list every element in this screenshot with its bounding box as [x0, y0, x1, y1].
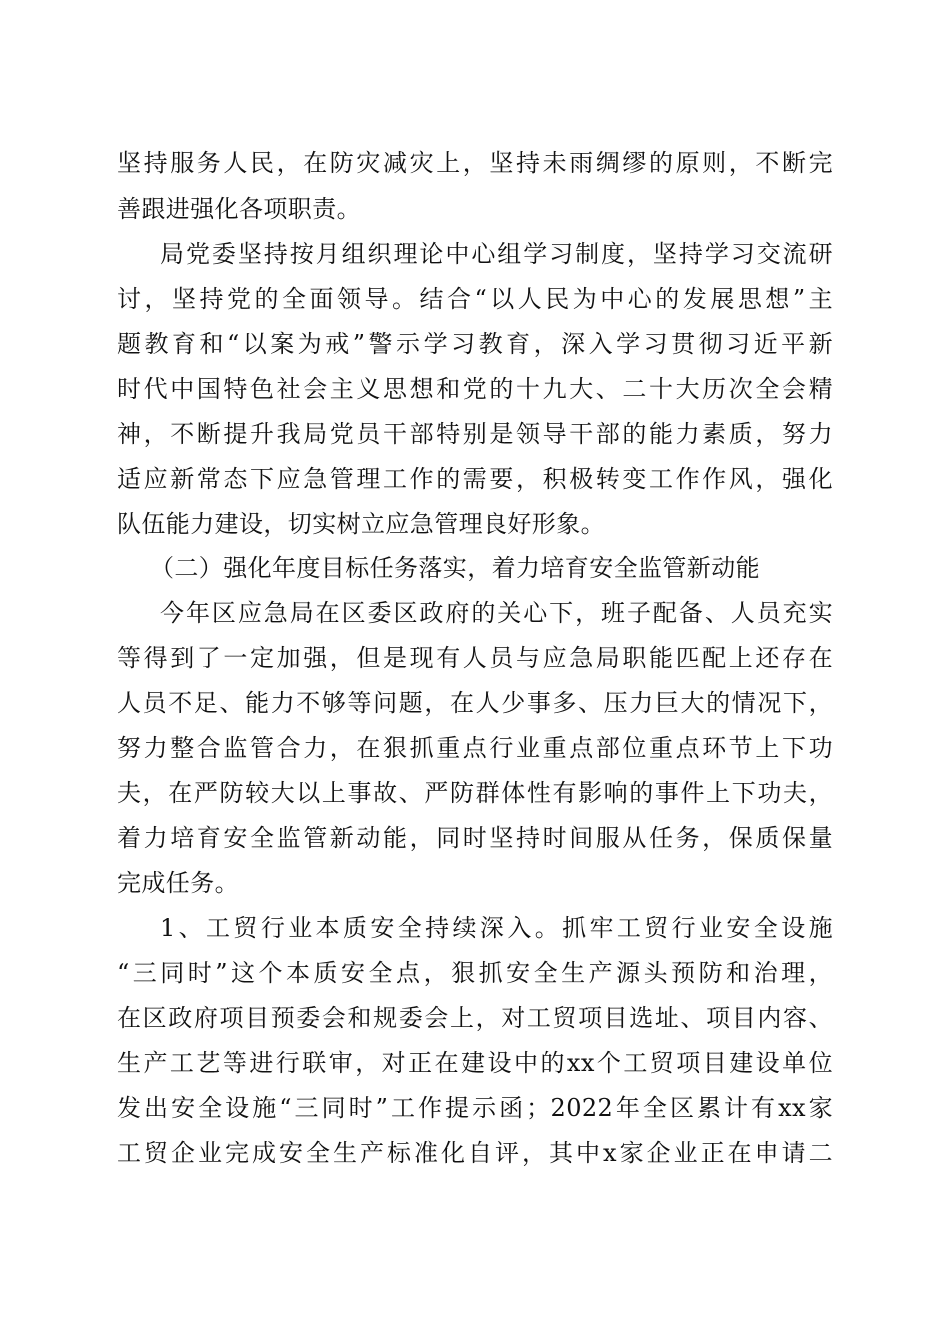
paragraph-line: 时代中国特色社会主义思想和党的十九大、二十大历次全会精	[117, 375, 833, 403]
paragraph-line: 完成任务。	[117, 869, 239, 897]
paragraph-line: 善跟进强化各项职责。	[117, 195, 361, 223]
paragraph-line: 人员不足、能力不够等问题，在人少事多、压力巨大的情况下，	[117, 689, 833, 717]
paragraph-line: 发出安全设施“三同时”工作提示函；2022年全区累计有xx家	[117, 1094, 833, 1122]
paragraph-line: 讨，坚持党的全面领导。结合“以人民为中心的发展思想”主	[117, 285, 833, 313]
paragraph-line: 生产工艺等进行联审，对正在建设中的xx个工贸项目建设单位	[117, 1049, 833, 1077]
paragraph-line: “三同时”这个本质安全点，狠抓安全生产源头预防和治理，	[117, 959, 833, 987]
paragraph-line: 适应新常态下应急管理工作的需要，积极转变工作作风，强化	[117, 465, 833, 493]
paragraph-line: 神，不断提升我局党员干部特别是领导干部的能力素质，努力	[117, 420, 833, 448]
paragraph-line: 等得到了一定加强，但是现有人员与应急局职能匹配上还存在	[117, 644, 833, 672]
paragraph-line: 工贸企业完成安全生产标准化自评，其中x家企业正在申请二	[117, 1139, 833, 1167]
paragraph-line: 着力培育安全监管新动能，同时坚持时间服从任务，保质保量	[117, 824, 833, 852]
paragraph-line: 今年区应急局在区委区政府的关心下，班子配备、人员充实	[160, 599, 833, 627]
paragraph-line: 坚持服务人民，在防灾减灾上，坚持未雨绸缪的原则，不断完	[117, 149, 833, 177]
paragraph-line: 努力整合监管合力，在狠抓重点行业重点部位重点环节上下功	[117, 734, 833, 762]
paragraph-line: 在区政府项目预委会和规委会上，对工贸项目选址、项目内容、	[117, 1004, 833, 1032]
paragraph-line: 局党委坚持按月组织理论中心组学习制度，坚持学习交流研	[160, 240, 833, 268]
paragraph-line: 题教育和“以案为戒”警示学习教育，深入学习贯彻习近平新	[117, 330, 833, 358]
paragraph-line: 队伍能力建设，切实树立应急管理良好形象。	[117, 510, 605, 538]
paragraph-line: 1、工贸行业本质安全持续深入。抓牢工贸行业安全设施	[160, 914, 833, 942]
section-heading: （二）强化年度目标任务落实，着力培育安全监管新动能	[150, 554, 760, 582]
paragraph-line: 夫，在严防较大以上事故、严防群体性有影响的事件上下功夫，	[117, 779, 833, 807]
